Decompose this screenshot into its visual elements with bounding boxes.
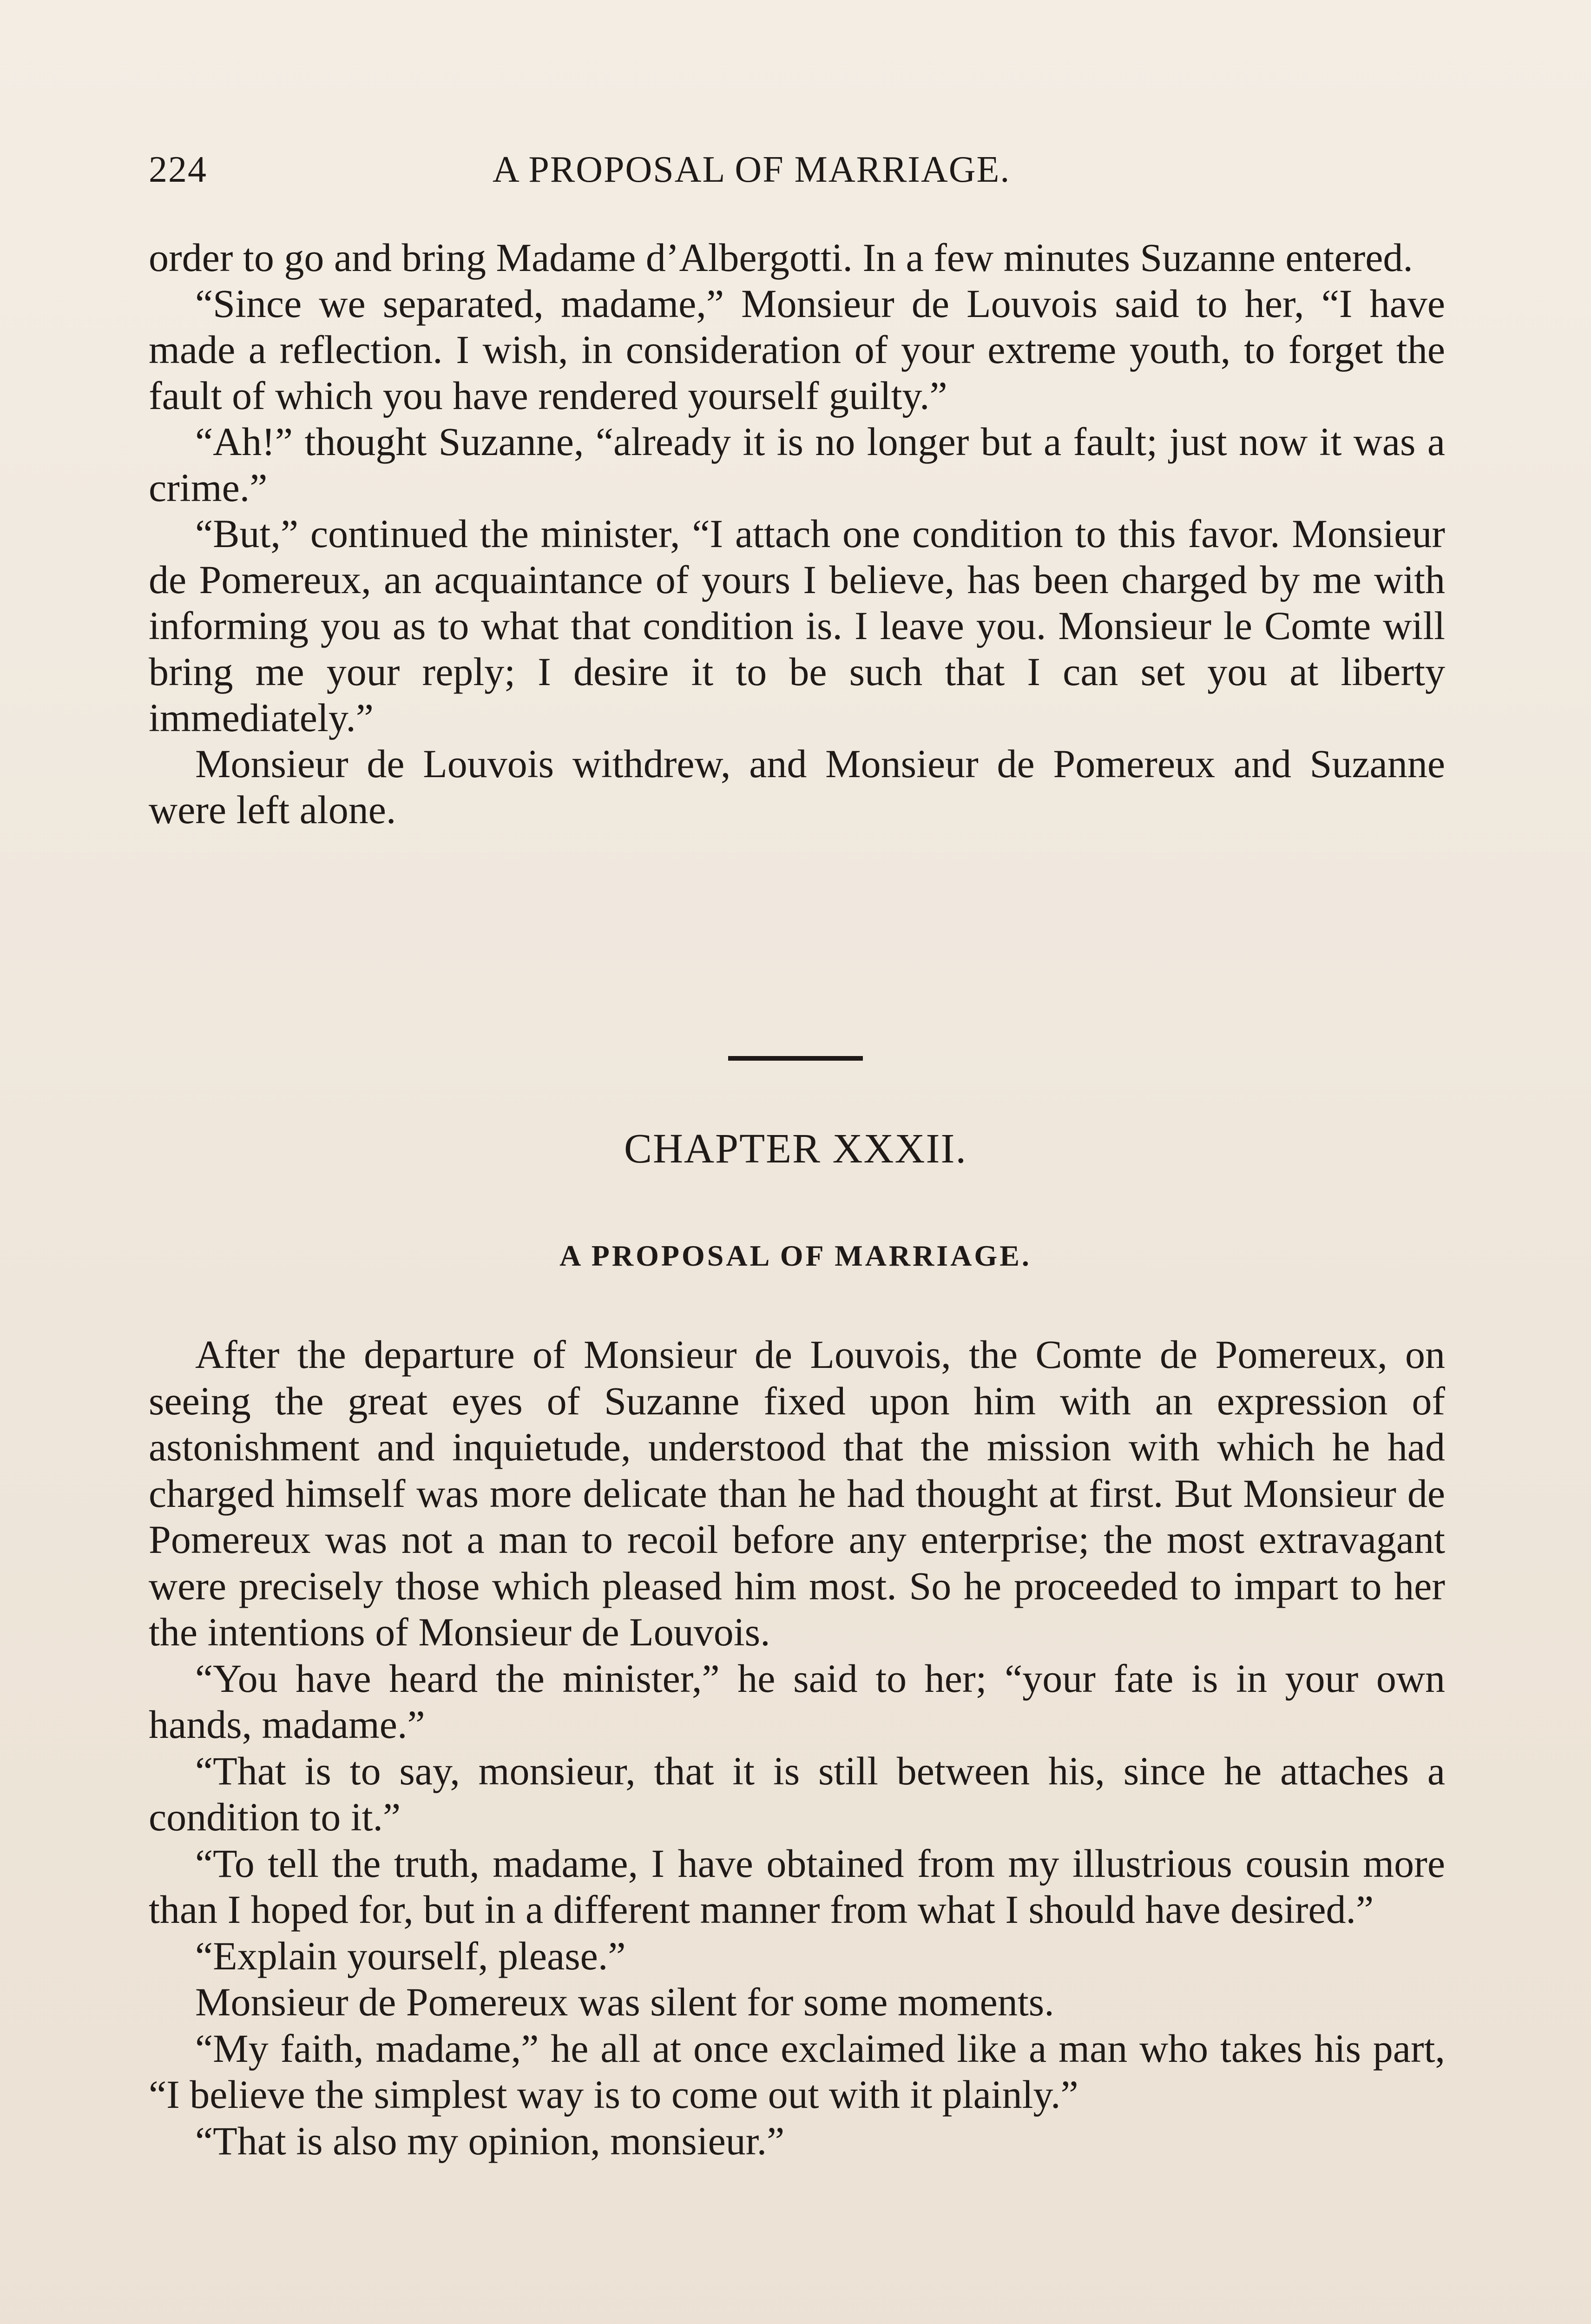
section-divider — [728, 1056, 863, 1061]
paragraph: “Explain yourself, please.” — [195, 1933, 626, 1978]
paragraph: order to go and bring Madame d’Albergotti. In a few minutes Suzanne entered. — [149, 235, 1413, 280]
paragraph: “Ah!” thought Suzanne, “already it is no longer but a fault; just now it was a crime.” — [149, 419, 1445, 510]
paragraph: “You have heard the minister,” he said to her; “your fate is in your own hands, madame.” — [149, 1656, 1445, 1747]
paragraph: “That is to say, monsieur, that it is still between his, since he attaches a condition to it.” — [149, 1748, 1445, 1839]
paragraph: “That is also my opinion, monsieur.” — [195, 2118, 785, 2163]
page-number: 224 — [149, 149, 207, 190]
paragraph: After the departure of Monsieur de Louvois, the Comte de Pomereux, on seeing the great eyes of Suzanne fixed upon him with an expression of astonishment and inquietude, understood that the mission with which he had charged himself was more delicate than he had thought at first. But Monsieur de Pomereux was not a man to recoil before any enterprise; the most extravagant were precisely those which pleased him most. So he proceeded to impart to her the intentions of Monsieur de Louvois. — [149, 1332, 1445, 1654]
chapter-number: CHAPTER XXXII. — [624, 1126, 967, 1172]
paragraph: Monsieur de Pomereux was silent for some moments. — [195, 1980, 1054, 2024]
running-title: A PROPOSAL OF MARRIAGE. — [493, 149, 1011, 190]
paragraph: “Since we separated, madame,” Monsieur de Louvois said to her, “I have made a reflection. I wish, in consideration of your extreme youth, to forget the fault of which you have rendered yourself guilty.” — [149, 281, 1445, 418]
paragraph: “But,” continued the minister, “I attach one condition to this favor. Monsieur de Pomereux, an acquaintance of yours I believe, has been charged by me with informing you as to what that condition is. I leave you. Monsieur le Comte will bring me your reply; I desire it to be such that I can set you at liberty immediately.” — [149, 511, 1445, 740]
chapter-text — [149, 1332, 1445, 2164]
running-head — [149, 149, 1450, 205]
chapter-title: A PROPOSAL OF MARRIAGE. — [559, 1239, 1032, 1272]
paragraph: “My faith, madame,” he all at once exclaimed like a man who takes his part, “I believe the simplest way is to come out with it plainly.” — [149, 2026, 1445, 2117]
previous-chapter-text — [149, 235, 1445, 833]
paragraph: “To tell the truth, madame, I have obtained from my illustrious cousin more than I hoped for, but in a different manner from what I should have desired.” — [149, 1841, 1445, 1932]
paragraph: Monsieur de Louvois withdrew, and Monsieur de Pomereux and Suzanne were left alone. — [149, 741, 1445, 832]
